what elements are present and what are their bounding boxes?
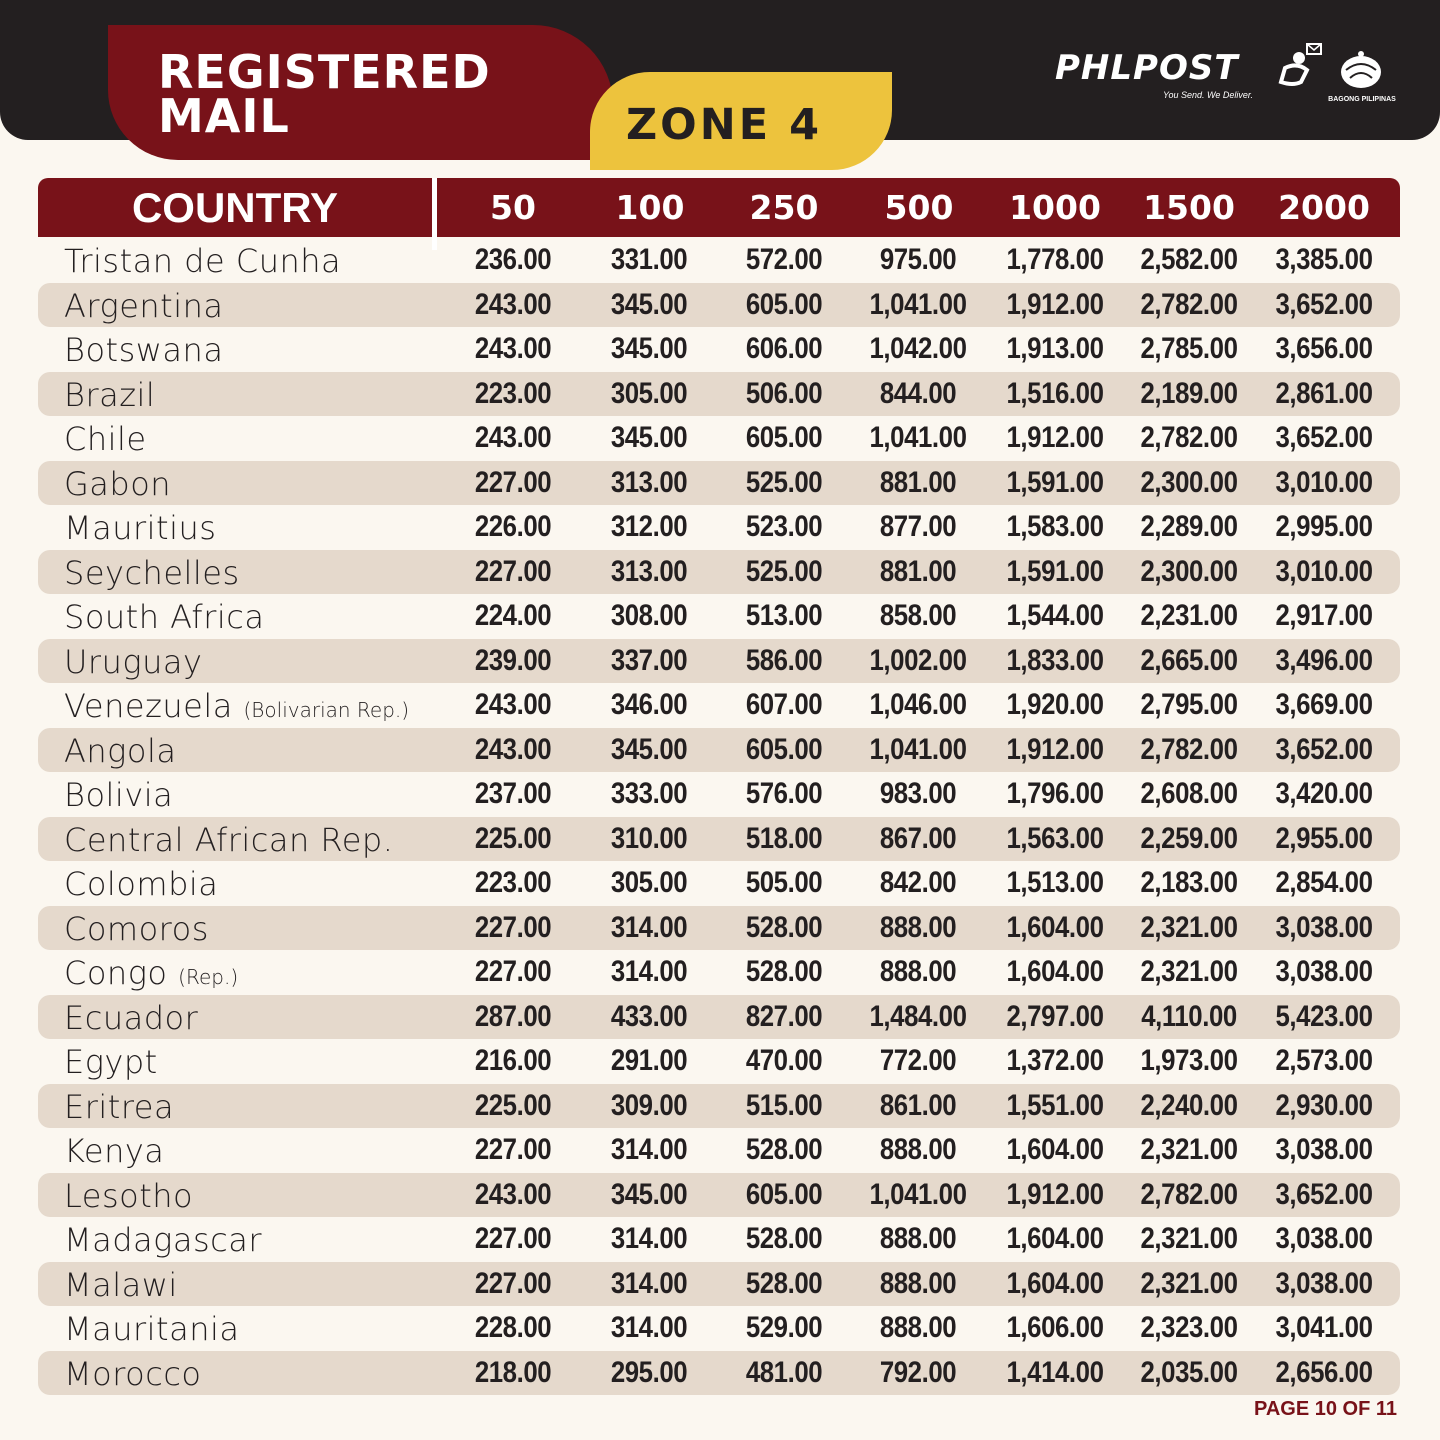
rate-cell: 3,038.00 xyxy=(1275,955,1373,988)
rate-cell: 1,484.00 xyxy=(869,999,967,1033)
rate-cell: 518.00 xyxy=(745,821,823,855)
rate-cell: 1,042.00 xyxy=(869,332,967,365)
rate-cell: 1,604.00 xyxy=(1006,955,1104,988)
rate-cell: 1,604.00 xyxy=(1006,1222,1104,1255)
country-label: Eritrea xyxy=(64,1087,175,1126)
table-row xyxy=(38,461,1400,506)
rate-cell: 1,372.00 xyxy=(1006,1044,1104,1077)
country-label: South Africa xyxy=(64,598,265,636)
country-label: Uruguay xyxy=(64,642,203,681)
rate-cell: 5,423.00 xyxy=(1275,999,1373,1033)
rate-cell: 576.00 xyxy=(745,777,823,810)
country-name xyxy=(64,550,240,595)
rate-cell: 2,955.00 xyxy=(1275,821,1373,855)
runner-icon xyxy=(1263,42,1323,92)
rate-cell: 1,912.00 xyxy=(1006,421,1104,454)
country-label: Argentina xyxy=(64,286,224,325)
rate-cell: 1,583.00 xyxy=(1006,510,1104,543)
table-row xyxy=(38,728,1400,773)
country-label: Morocco xyxy=(64,1354,202,1393)
rate-cell: 861.00 xyxy=(879,1088,957,1122)
rate-cell: 239.00 xyxy=(474,643,552,677)
country-label: Tristan de Cunha xyxy=(64,242,342,280)
country-name xyxy=(64,283,223,328)
rate-cell: 236.00 xyxy=(474,243,552,276)
bagong-pilipinas-seal-icon xyxy=(1336,50,1386,90)
phlpost-logo xyxy=(1055,42,1320,102)
table-row xyxy=(38,1173,1400,1218)
rate-cell: 227.00 xyxy=(474,1266,552,1300)
rate-cell: 3,652.00 xyxy=(1275,732,1373,766)
weight-header-2000: 2000 xyxy=(1278,188,1370,227)
country-label: Gabon xyxy=(64,464,172,503)
country-name xyxy=(64,327,223,372)
country-name xyxy=(64,817,393,862)
rate-cell: 314.00 xyxy=(610,1266,688,1300)
seal-caption: BAGONG PILIPINAS xyxy=(1328,96,1396,103)
rate-cell: 2,917.00 xyxy=(1275,599,1373,632)
rate-cell: 2,782.00 xyxy=(1140,1177,1238,1211)
country-label: Lesotho xyxy=(64,1176,194,1215)
logo-tagline: You Send. We Deliver. xyxy=(1163,90,1254,100)
rate-cell: 2,321.00 xyxy=(1140,955,1238,988)
rate-cell: 1,041.00 xyxy=(869,1177,967,1211)
rate-cell: 2,854.00 xyxy=(1275,866,1373,899)
table-row xyxy=(38,1262,1400,1307)
rate-cell: 3,652.00 xyxy=(1275,421,1373,454)
rate-cell: 225.00 xyxy=(474,821,552,855)
rate-cell: 228.00 xyxy=(474,1311,552,1344)
rate-cell: 3,041.00 xyxy=(1275,1311,1373,1344)
rate-cell: 2,782.00 xyxy=(1140,421,1238,454)
rate-cell: 1,973.00 xyxy=(1140,1044,1238,1077)
rate-cell: 827.00 xyxy=(745,999,823,1033)
rate-cell: 2,321.00 xyxy=(1140,1266,1238,1300)
rate-cell: 1,041.00 xyxy=(869,421,967,454)
country-label: Madagascar xyxy=(64,1221,262,1259)
rate-cell: 243.00 xyxy=(474,287,552,321)
rate-cell: 243.00 xyxy=(474,688,552,721)
country-label: Kenya xyxy=(64,1132,165,1170)
rate-cell: 314.00 xyxy=(610,1133,688,1166)
rate-cell: 2,300.00 xyxy=(1140,554,1238,588)
rate-cell: 1,544.00 xyxy=(1006,599,1104,632)
rate-cell: 227.00 xyxy=(474,955,552,988)
country-name xyxy=(64,461,171,506)
rate-cell: 313.00 xyxy=(610,465,688,499)
rate-cell: 1,516.00 xyxy=(1006,376,1104,410)
rate-cell: 888.00 xyxy=(879,1222,957,1255)
rate-cell: 291.00 xyxy=(610,1044,688,1077)
country-name xyxy=(64,1262,178,1307)
rate-cell: 226.00 xyxy=(474,510,552,543)
country-label: Botswana xyxy=(64,331,224,369)
rate-cell: 337.00 xyxy=(610,643,688,677)
country-label: Mauritius xyxy=(64,509,217,547)
rate-cell: 605.00 xyxy=(745,421,823,454)
rate-cell: 227.00 xyxy=(474,465,552,499)
rate-cell: 227.00 xyxy=(474,1222,552,1255)
country-label: Mauritania xyxy=(64,1310,240,1348)
rate-cell: 345.00 xyxy=(610,732,688,766)
title-line-1: REGISTERED xyxy=(158,45,491,99)
table-row xyxy=(38,817,1400,862)
rate-cell: 529.00 xyxy=(745,1311,823,1344)
rate-cell: 605.00 xyxy=(745,287,823,321)
rate-cell: 433.00 xyxy=(610,999,688,1033)
rate-cell: 305.00 xyxy=(610,866,688,899)
rate-cell: 2,231.00 xyxy=(1140,599,1238,632)
rate-cell: 607.00 xyxy=(745,688,823,721)
rate-cell: 3,385.00 xyxy=(1275,243,1373,276)
country-label: Colombia xyxy=(64,865,219,903)
rate-cell: 1,796.00 xyxy=(1006,777,1104,810)
rate-cell: 2,782.00 xyxy=(1140,287,1238,321)
table-row xyxy=(38,950,1400,995)
rate-cell: 2,321.00 xyxy=(1140,1133,1238,1166)
rate-cell: 888.00 xyxy=(879,955,957,988)
rate-cell: 1,551.00 xyxy=(1006,1088,1104,1122)
rate-cell: 287.00 xyxy=(474,999,552,1033)
country-name xyxy=(64,1128,164,1173)
rate-cell: 243.00 xyxy=(474,1177,552,1211)
rate-cell: 1,591.00 xyxy=(1006,465,1104,499)
table-row xyxy=(38,683,1400,728)
rate-cell: 523.00 xyxy=(745,510,823,543)
country-note: (Bolivarian Rep.) xyxy=(243,698,410,722)
rate-cell: 605.00 xyxy=(745,1177,823,1211)
country-name xyxy=(64,950,238,995)
rate-cell: 309.00 xyxy=(610,1088,688,1122)
table-row xyxy=(38,594,1400,639)
rate-cell: 1,912.00 xyxy=(1006,1177,1104,1211)
rate-cell: 2,323.00 xyxy=(1140,1311,1238,1344)
country-label: Ecuador xyxy=(64,998,199,1037)
rate-cell: 308.00 xyxy=(610,599,688,632)
table-row xyxy=(38,416,1400,461)
rate-cell: 572.00 xyxy=(745,243,823,276)
rate-cell: 867.00 xyxy=(879,821,957,855)
rate-cell: 313.00 xyxy=(610,554,688,588)
rate-cell: 2,785.00 xyxy=(1140,332,1238,365)
table-row xyxy=(38,639,1400,684)
rate-cell: 4,110.00 xyxy=(1141,999,1237,1033)
rate-cell: 227.00 xyxy=(474,910,552,944)
table-row xyxy=(38,1217,1400,1262)
rate-cell: 227.00 xyxy=(474,1133,552,1166)
weight-header-1000: 1000 xyxy=(1009,188,1101,227)
country-name xyxy=(64,1039,158,1084)
rate-cell: 1,046.00 xyxy=(869,688,967,721)
rate-cell: 225.00 xyxy=(474,1088,552,1122)
rate-cell: 224.00 xyxy=(474,599,552,632)
logo-wordmark: PHLPOST xyxy=(1055,48,1239,88)
table-header xyxy=(38,178,1400,237)
table-row xyxy=(38,995,1400,1040)
rate-cell: 525.00 xyxy=(745,465,823,499)
rate-cell: 2,035.00 xyxy=(1140,1355,1238,1389)
rate-cell: 506.00 xyxy=(745,376,823,410)
rate-cell: 858.00 xyxy=(879,599,957,632)
rate-cell: 2,259.00 xyxy=(1140,821,1238,855)
country-name xyxy=(64,416,147,461)
country-name xyxy=(64,639,202,684)
rate-cell: 888.00 xyxy=(879,910,957,944)
rate-cell: 888.00 xyxy=(879,1266,957,1300)
page-indicator: PAGE 10 OF 11 xyxy=(1253,1398,1397,1420)
zone-label: ZONE 4 xyxy=(626,100,822,150)
rate-cell: 227.00 xyxy=(474,554,552,588)
rate-cell: 3,656.00 xyxy=(1275,332,1373,365)
rate-cell: 331.00 xyxy=(610,243,688,276)
rate-cell: 3,669.00 xyxy=(1275,688,1373,721)
rate-cell: 2,573.00 xyxy=(1275,1044,1373,1077)
rate-cell: 2,995.00 xyxy=(1275,510,1373,543)
rate-cell: 1,833.00 xyxy=(1006,643,1104,677)
table-row xyxy=(38,327,1400,372)
table-row xyxy=(38,1306,1400,1351)
rate-cell: 1,778.00 xyxy=(1006,243,1104,276)
rate-cell: 223.00 xyxy=(474,866,552,899)
rate-cell: 2,782.00 xyxy=(1140,732,1238,766)
rate-cell: 1,591.00 xyxy=(1006,554,1104,588)
rate-cell: 3,038.00 xyxy=(1275,1133,1373,1166)
rate-cell: 2,795.00 xyxy=(1140,688,1238,721)
country-label: Seychelles xyxy=(64,553,240,592)
rate-cell: 1,604.00 xyxy=(1006,910,1104,944)
rate-cell: 2,930.00 xyxy=(1275,1088,1373,1122)
rate-cell: 1,002.00 xyxy=(869,643,967,677)
table-row xyxy=(38,238,1400,283)
rate-cell: 888.00 xyxy=(879,1311,957,1344)
rate-cell: 515.00 xyxy=(745,1088,823,1122)
country-name xyxy=(64,995,198,1040)
rate-cell: 525.00 xyxy=(745,554,823,588)
rate-cell: 310.00 xyxy=(610,821,688,855)
rate-cell: 3,496.00 xyxy=(1275,643,1373,677)
rate-cell: 1,920.00 xyxy=(1006,688,1104,721)
rate-cell: 2,582.00 xyxy=(1140,243,1238,276)
rate-cell: 888.00 xyxy=(879,1133,957,1166)
country-label: Comoros xyxy=(64,909,209,948)
rate-cell: 792.00 xyxy=(879,1355,957,1389)
rate-cell: 345.00 xyxy=(610,287,688,321)
rate-cell: 844.00 xyxy=(879,376,957,410)
rate-cell: 2,300.00 xyxy=(1140,465,1238,499)
rate-cell: 975.00 xyxy=(879,243,957,276)
table-row xyxy=(38,772,1400,817)
country-label: Malawi xyxy=(64,1265,178,1304)
rate-cell: 2,608.00 xyxy=(1140,777,1238,810)
rate-cell: 2,665.00 xyxy=(1140,643,1238,677)
country-name xyxy=(64,372,155,417)
rate-cell: 295.00 xyxy=(610,1355,688,1389)
rate-cell: 2,656.00 xyxy=(1275,1355,1373,1389)
rate-cell: 312.00 xyxy=(610,510,688,543)
table-row xyxy=(38,372,1400,417)
page-title xyxy=(158,45,491,143)
rate-cell: 1,913.00 xyxy=(1006,332,1104,365)
rate-cell: 772.00 xyxy=(879,1044,957,1077)
rate-cell: 305.00 xyxy=(610,376,688,410)
table-row xyxy=(38,906,1400,951)
table-row xyxy=(38,283,1400,328)
rate-cell: 1,604.00 xyxy=(1006,1133,1104,1166)
country-label: Bolivia xyxy=(64,776,174,814)
rate-cell: 3,652.00 xyxy=(1275,287,1373,321)
country-name xyxy=(64,1173,193,1218)
rate-cell: 470.00 xyxy=(745,1044,823,1077)
country-name xyxy=(64,683,409,728)
rate-cell: 881.00 xyxy=(879,465,957,499)
table-row xyxy=(38,861,1400,906)
country-label: Congo xyxy=(64,954,168,992)
country-name xyxy=(64,1306,239,1351)
table-row xyxy=(38,1351,1400,1396)
table-row xyxy=(38,505,1400,550)
rate-cell: 243.00 xyxy=(474,332,552,365)
country-label: Central African Rep. xyxy=(64,820,394,859)
rate-cell: 243.00 xyxy=(474,732,552,766)
title-line-2: MAIL xyxy=(158,89,290,143)
rate-cell: 881.00 xyxy=(879,554,957,588)
rate-cell: 2,240.00 xyxy=(1140,1088,1238,1122)
rate-cell: 605.00 xyxy=(745,732,823,766)
country-name xyxy=(64,238,341,283)
rate-cell: 528.00 xyxy=(745,910,823,944)
table-row xyxy=(38,550,1400,595)
rate-cell: 314.00 xyxy=(610,1222,688,1255)
table-row xyxy=(38,1084,1400,1129)
rate-cell: 481.00 xyxy=(745,1355,823,1389)
rate-cell: 223.00 xyxy=(474,376,552,410)
country-name xyxy=(64,594,264,639)
rate-cell: 314.00 xyxy=(610,955,688,988)
country-label: Venezuela xyxy=(64,687,233,725)
rate-cell: 346.00 xyxy=(610,688,688,721)
country-name xyxy=(64,505,216,550)
rate-cell: 3,038.00 xyxy=(1275,910,1373,944)
rate-cell: 1,414.00 xyxy=(1006,1355,1104,1389)
table-row xyxy=(38,1128,1400,1173)
rate-cell: 2,797.00 xyxy=(1006,999,1104,1033)
rate-cell: 345.00 xyxy=(610,421,688,454)
rate-cell: 1,513.00 xyxy=(1006,866,1104,899)
rate-cell: 3,420.00 xyxy=(1275,777,1373,810)
weight-header-50: 50 xyxy=(490,188,536,227)
rate-cell: 877.00 xyxy=(879,510,957,543)
rate-cell: 314.00 xyxy=(610,910,688,944)
rate-cell: 2,861.00 xyxy=(1275,376,1373,410)
rate-cell: 983.00 xyxy=(879,777,957,810)
weight-header-100: 100 xyxy=(615,188,685,227)
rate-cell: 2,321.00 xyxy=(1140,910,1238,944)
country-name xyxy=(64,1217,262,1262)
rate-cell: 606.00 xyxy=(745,332,823,365)
country-name xyxy=(64,1084,174,1129)
country-label: Chile xyxy=(64,420,147,458)
rate-cell: 528.00 xyxy=(745,1133,823,1166)
rate-cell: 528.00 xyxy=(745,1222,823,1255)
country-name xyxy=(64,1351,201,1396)
country-name xyxy=(64,906,209,951)
rate-cell: 528.00 xyxy=(745,1266,823,1300)
rate-cell: 3,010.00 xyxy=(1275,554,1373,588)
country-label: Egypt xyxy=(64,1043,158,1081)
rate-cell: 345.00 xyxy=(610,1177,688,1211)
weight-header-500: 500 xyxy=(884,188,954,227)
rate-cell: 2,183.00 xyxy=(1140,866,1238,899)
rate-cell: 1,912.00 xyxy=(1006,732,1104,766)
rate-cell: 3,038.00 xyxy=(1275,1266,1373,1300)
rate-cell: 505.00 xyxy=(745,866,823,899)
rate-cell: 1,604.00 xyxy=(1006,1266,1104,1300)
rate-cell: 1,041.00 xyxy=(869,287,967,321)
table-row xyxy=(38,1039,1400,1084)
rate-cell: 1,912.00 xyxy=(1006,287,1104,321)
weight-header-250: 250 xyxy=(749,188,819,227)
country-name xyxy=(64,728,176,773)
rate-cell: 1,041.00 xyxy=(869,732,967,766)
rate-cell: 237.00 xyxy=(474,777,552,810)
rate-cell: 314.00 xyxy=(610,1311,688,1344)
rate-cell: 1,606.00 xyxy=(1006,1311,1104,1344)
rate-cell: 842.00 xyxy=(879,866,957,899)
country-name xyxy=(64,772,173,817)
rate-cell: 2,321.00 xyxy=(1140,1222,1238,1255)
rate-cell: 333.00 xyxy=(610,777,688,810)
rate-table-body xyxy=(38,238,1400,1395)
rate-cell: 3,010.00 xyxy=(1275,465,1373,499)
rate-cell: 1,563.00 xyxy=(1006,821,1104,855)
country-column-header: COUNTRY xyxy=(131,184,339,231)
rate-cell: 513.00 xyxy=(745,599,823,632)
rate-cell: 586.00 xyxy=(745,643,823,677)
rate-cell: 2,189.00 xyxy=(1140,376,1238,410)
rate-cell: 3,038.00 xyxy=(1275,1222,1373,1255)
rate-cell: 243.00 xyxy=(474,421,552,454)
rate-cell: 2,289.00 xyxy=(1140,510,1238,543)
country-label: Brazil xyxy=(64,375,156,414)
rate-cell: 218.00 xyxy=(474,1355,552,1389)
country-name xyxy=(64,861,218,906)
rate-cell: 3,652.00 xyxy=(1275,1177,1373,1211)
rate-cell: 345.00 xyxy=(610,332,688,365)
weight-header-1500: 1500 xyxy=(1143,188,1235,227)
rate-cell: 216.00 xyxy=(474,1044,552,1077)
country-note: (Rep.) xyxy=(178,965,239,989)
rate-cell: 528.00 xyxy=(745,955,823,988)
country-label: Angola xyxy=(64,731,177,770)
